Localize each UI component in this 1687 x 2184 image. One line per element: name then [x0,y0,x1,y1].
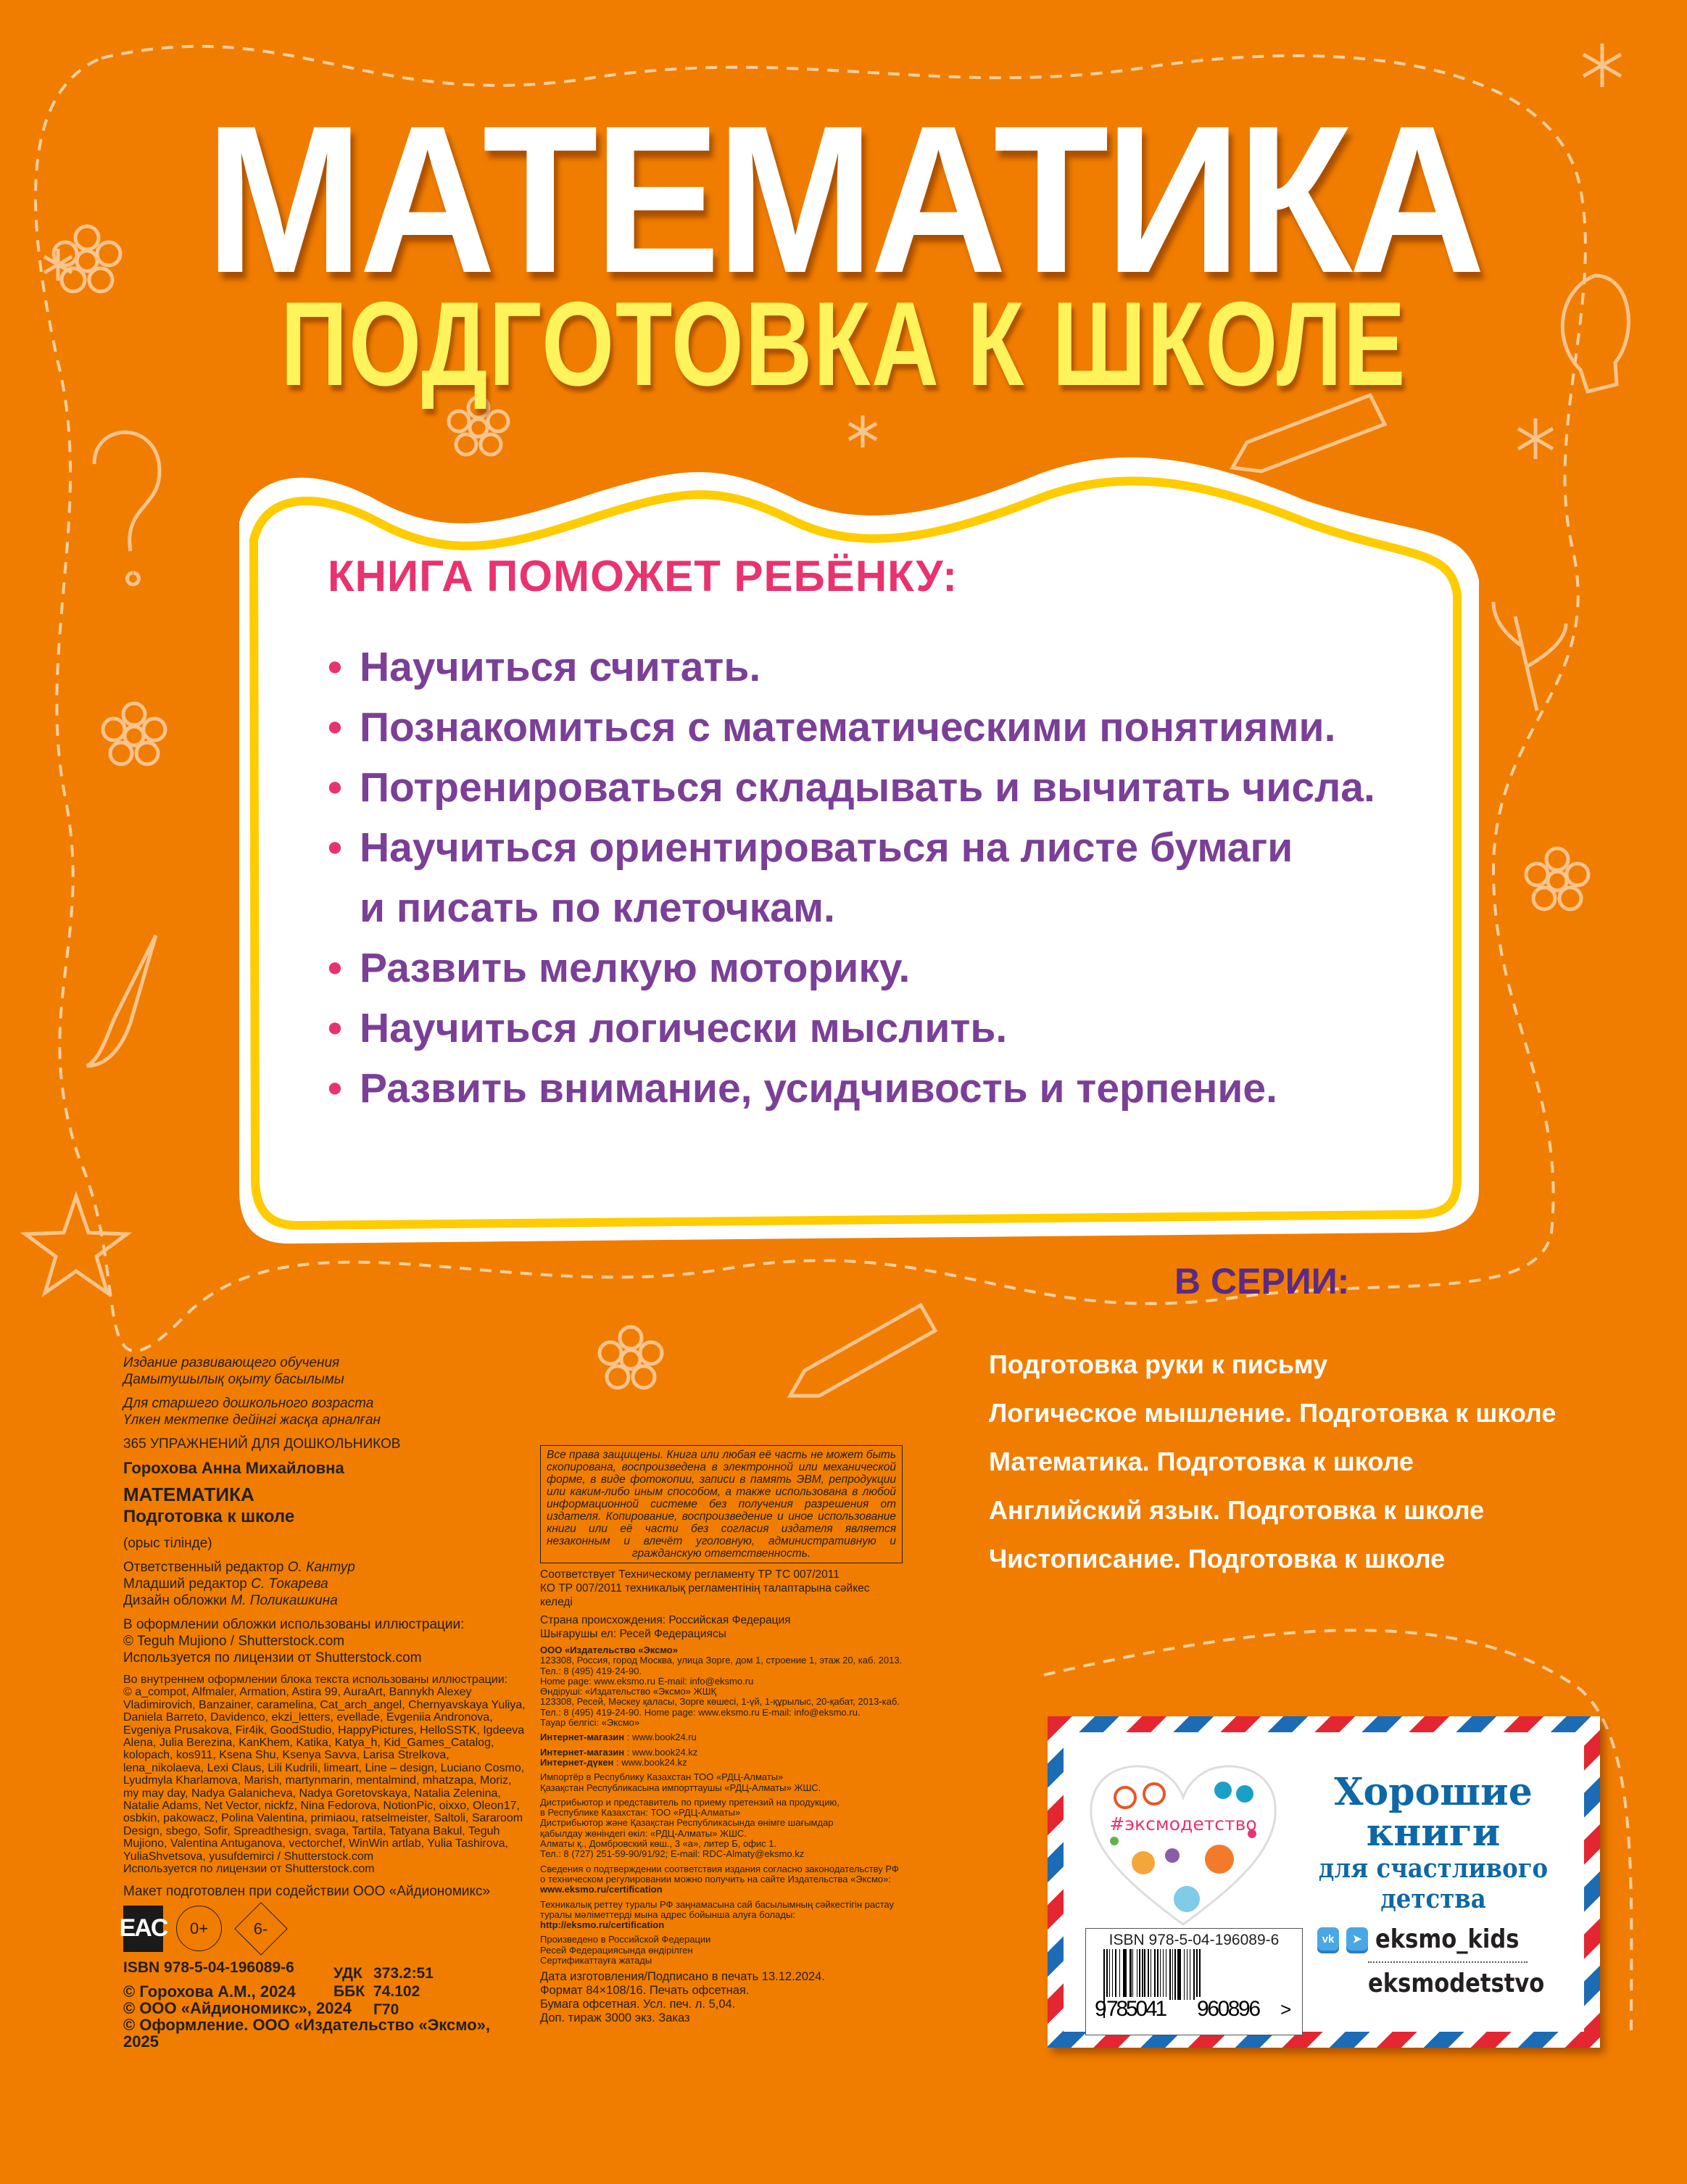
classification-codes [332,1964,442,2019]
social-links [1317,1921,1571,1998]
distributor-line: Алматы қ., Домбровский көш., 3 «а», литер Б, офис 1. [540,1838,777,1850]
barcode-digits-left: 785041 [1106,1997,1167,2018]
benefit-item [328,998,1459,1059]
social-handle-eksmo-kids[interactable]: eksmo_kids [1375,1924,1520,1954]
isbn-barcode [1085,1928,1303,2035]
barcode-bar [1184,1949,1185,2000]
importer-line: Импортёр в Республику Казахстан ТОО «РДЦ-Алматы» [540,1771,784,1783]
produced-line: Произведено в Российской Федерации [540,1934,711,1945]
slogan-line: книги [1366,1811,1501,1855]
barcode-isbn-text: ISBN 978-5-04-196089-6 [1108,1932,1280,1948]
barcode-bar [1163,1949,1164,2000]
series-item: Подготовка руки к письму [989,1349,1328,1379]
flower-icon [103,703,165,764]
isbn: ISBN 978-5-04-196089-6 [123,1958,294,1976]
vk-icon[interactable]: vk [1317,1927,1339,1951]
distributor-line: в Республике Казахстан: ТОО «РДЦ-Алматы» [540,1807,741,1819]
inner-license: Используется по лицензии от Shutterstock.com [123,1863,375,1876]
cert-kz-line: Техникалық реттеу туралы РФ заңнамасына сай басылымның сәйкестігін растау [540,1898,894,1910]
eac-mark-icon: EAC [123,1906,163,1952]
barcode-bar [1112,1949,1113,2000]
telegram-icon[interactable]: ➤ [1346,1927,1368,1951]
paintbrush-icon [87,935,156,1066]
credit-name: С. Токарева [251,1576,328,1592]
barcode-bar [1119,1949,1120,2000]
publisher-line: 123308, Ресей, Мәскеу қаласы, Зорге көшесі, 1-үй, 1-құрылыс, 20-қабат, 2013-каб. [540,1696,900,1708]
barcode-bar [1123,1949,1125,2000]
shop-label: Интернет-магазин [540,1746,625,1758]
credit-name: М. Поликашкина [231,1593,338,1608]
barcode-bar [1129,1949,1132,2000]
credit-line [123,1576,529,1592]
sparkle-icon [849,415,876,447]
flower-icon [1526,848,1588,909]
cert-ru-url: www.eksmo.ru/certification [540,1884,663,1895]
series-item: Английский язык. Подготовка к школе [989,1495,1485,1525]
publisher-line: Тел.: 8 (495) 419-24-90. Home page: www.eksmo.ru E-mail: info@eksmo.ru. [540,1706,861,1718]
sparkle-icon [1518,418,1553,459]
print-data-line: Дата изготовления/Подписано в печать 13.12.2024. [540,1970,825,1984]
inner-illustrations-heading: Во внутреннем оформлении блока текста использованы иллюстрации: [123,1674,508,1686]
benefit-text: Научиться считать. [360,644,761,690]
book-title: МАТЕМАТИКА [123,1484,254,1505]
publisher-line: Өндіруші: «Издательство «Эксмо» ЖШҚ [540,1686,717,1697]
age-ru: Для старшего дошкольного возраста [123,1396,374,1411]
udk-value: 373.2:51 [373,1965,434,1982]
series-list [989,1340,1556,1583]
cert-kz-line: туралы мәліметтерді мына адрес бойынша алуға болады: [540,1908,795,1920]
bullet-mark: • [328,824,342,871]
inner-illustrations-credits: © a_compot, Alfmaler, Armation, Astira 99, AuraArt, Bannykh Alexey Vladimirovich, Banzainer, caramelina, Cat_arch_angel, Chernyavskaya Yuliya, Daniela Barreto, Davidenco, ekzi_letters, evellade, Evgeniia Andronova, Evgeniya Prusakova, Fir4ik, GoodStudio, HappyPictures, HelloSSTK, Igdeeva Alena, Julia Berezina, KanKhem, Katika, Katya_h, Kid_Games_Catalog, kolopach, kos911, Ksena Shu, Ksenya Savva, Larisa Strelkova, lena_nikolaeva, Lexi Claus, Lili Kudrili, limeart, Line – design, Luciano Cosmo, Lyudmyla Kharlamova, Marish, martynmarin, mentalmind, mhatzapa, Moriz, my may day, Nadya Galanicheva, Nadya Goretovskaya, Natalia Zelenina, Natalie Adams, Net Vector, nickfz, Nina Fedorova, NotionPic, oixxo, Oleon17, osbkin, pakowacz, Polina Valentina, primiaou, ratselmeister, Saltoli, Sararoom Design, sbego, Sofir, Spreadthesign, svaga, Tartila, Tatyana Bakul, Teguh Mujiono, Valentina Antuganova, vectorchef, WinWin artlab, Yulia Tashirova, YuliaShvetsova, yusufdemirci / Shutterstock.com [123,1686,526,1863]
slogan-line: детства [1380,1884,1486,1914]
barcode-bar [1139,1949,1140,2000]
cert-ru-line: Сведения о подтверждении соответствия издания согласно законодательству РФ [540,1863,899,1874]
print-data-line: Доп. тираж 3000 экз. Заказ [540,2011,690,2025]
copyright-line: © ООО «Айдиономикс», 2024 [123,1998,352,2017]
slogan-line: для счастливого [1318,1853,1549,1884]
publisher-line: Тел.: 8 (495) 419-24-90. [540,1665,642,1676]
dotted-divider [1368,1961,1528,1963]
tech-reg-ru: Соответствует Техническому регламенту ТР ТС 007/2011 [540,1568,840,1581]
language-note: (орыс тілінде) [123,1536,212,1551]
credit-line [123,1592,529,1609]
bullet-mark: • [328,1005,342,1051]
benefit-text: Научиться логически мыслить. [360,1005,1008,1051]
series-title: В СЕРИИ: [1174,1261,1350,1302]
star-icon [25,1196,127,1293]
print-data-line: Бумага офсетная. Усл. печ. л. 5,04. [540,1998,736,2011]
importer-line: Қазақстан Республикасына импорттаушы «РДЦ-Алматы» ЖШС. [540,1782,821,1793]
bbk-value: 74.102 [373,1983,420,2000]
slogan-line: Хорошие [1334,1770,1533,1814]
shop-url: : www.book24.ru [624,1732,697,1743]
series-item: Математика. Подготовка к школе [989,1447,1414,1476]
udk-label: УДК [333,1965,362,1982]
publisher-line: Тауар белгісі: «Эксмо» [540,1717,640,1729]
slogan [1296,1772,1571,1914]
bullet-mark: • [328,644,342,690]
shop-label: Интернет-магазин [540,1732,625,1743]
benefit-item [328,938,1459,998]
distributor-line: Дистрибьютор и представитель по приему претензий на продукцию, [540,1796,840,1808]
print-data-line: Формат 84×108/16. Печать офсетная. [540,1984,750,1998]
produced-line: Сертификаттауға жатады [540,1955,652,1966]
shop-url: : www.book24.kz [613,1756,687,1768]
benefit-text-continuation: и писать по клеточкам. [360,885,835,931]
copyright-line: © Горохова А.М., 2024 [123,1982,296,2001]
origin-ru: Страна происхождения: Российская Федерация [540,1614,791,1626]
cover-illustrations-line: Используется по лицензии от Shutterstock.com [123,1650,422,1666]
question-mark-icon [94,432,159,584]
benefit-text: Познакомиться с математическими понятиями. [360,704,1336,750]
barcode-bar [1169,1949,1171,2000]
imprint-left [119,1354,529,2051]
barcode-bar [1148,1949,1149,2000]
series-item: Логическое мышление. Подготовка к школе [989,1398,1557,1428]
credit-role: Младший редактор [123,1576,252,1592]
bullet-mark: • [328,945,342,991]
barcode-bar [1172,1949,1173,2000]
cover-subtitle: ПОДГОТОВКА К ШКОЛЕ [280,277,1407,410]
social-handle-eksmodetstvo[interactable]: eksmodetstvo [1368,1969,1545,1998]
book-subtitle: Подготовка к школе [123,1507,295,1526]
cover-title: МАТЕМАТИКА [205,82,1482,317]
barcode-bar [1160,1949,1161,2000]
barcode-bar [1142,1949,1143,2000]
barcode [1095,1949,1293,2018]
barcode-digit-first: 9 [1095,1997,1107,2018]
shop-url: : www.book24.kz [624,1746,698,1758]
barcode-bar [1174,1949,1176,2000]
cert-ru-line: о техническом регулировании можно получить на сайте Издательства «Эксмо»: [540,1873,892,1885]
tech-reg-kz: КО ТР 007/2011 техникалық регламентінің талаптарына сәйкес келеді [540,1582,870,1608]
cover-subtitle-wrap [0,277,1687,410]
distributor-line: Дистрибьютор және Қазақстан Республикасында өнімге шағымдар [540,1817,834,1829]
copyright-line: © Оформление. ООО «Издательство «Эксмо», 2025 [123,2015,490,2051]
sparkle-icon [1583,44,1621,87]
info-card [328,551,1459,1119]
certification-marks [119,1906,529,1952]
produced-line: Ресей Федерациясында өндірілген [540,1944,693,1956]
barcode-bar [1180,1949,1181,2000]
barcode-end-mark: > [1280,1998,1292,2018]
cover-illustrations-line: © Teguh Mujiono / Shutterstock.com [123,1634,345,1649]
age-rating-0-plus: 0+ [176,1906,222,1951]
pencil-icon [790,1305,935,1396]
edition-type-kz: Дамытушылық оқыту басылымы [123,1372,344,1387]
publisher-line: 123308, Россия, город Москва, улица Зорге, дом 1, строение 1, этаж 20, каб. 2013. [540,1655,903,1666]
envelope-inner [1064,1732,1584,2032]
age-rating-6-minus [234,1902,288,1956]
benefit-text: Потренироваться складывать и вычитать числа. [360,764,1375,811]
rights-notice: Все права защищены. Книга или любая её часть не может быть скопирована, воспроизведена в электронной или механической форме, в виде фотокопии, записи в память ЭВМ, репродукции или каким-либо иным способом, а также использована в любой информационной системе без получения разрешения от издателя. Копирование, воспроизведение и иное использование книги или её части без согласия издателя является незаконным и влечёт уголовную, административную и гражданскую ответственность. [540,1445,903,1563]
edition-type-ru: Издание развивающего обучения [123,1355,340,1370]
author-code: Г70 [373,2001,399,2018]
distributor-line: Тел.: 8 (727) 251-59-90/91/92; E-mail: RDC-Almaty@eksmo.kz [540,1848,805,1860]
benefit-item [328,758,1459,818]
publisher-line: Home page: www.eksmo.ru E-mail: info@eksmo.ru [540,1675,754,1687]
barcode-bar [1144,1949,1145,2000]
series-line: 365 УПРАЖНЕНИЙ ДЛЯ ДОШКОЛЬНИКОВ [123,1436,401,1452]
age-rating-6-label: 6- [254,1919,268,1937]
barcode-bar [1125,1949,1127,2000]
credit-name: О. Кантур [287,1560,355,1575]
benefit-item [328,818,1459,878]
benefit-item [328,637,1459,698]
heart-hashtag: #эксмодетство [1109,1813,1257,1835]
benefit-item [328,698,1459,758]
age-kz: Үлкен мектепке дейінгі жасқа арналған [123,1412,381,1428]
card-heading: КНИГА ПОМОЖЕТ РЕБЁНКУ: [328,552,958,600]
bullet-mark: • [328,1065,342,1112]
benefit-item [328,1059,1459,1119]
eksmodetstvo-heart-logo [1085,1761,1281,1928]
publisher-name: ООО «Издательство «Эксмо» [540,1645,678,1655]
leaf-branch-icon [1493,602,1566,711]
flower-icon [600,1327,662,1388]
shop-label: Интернет-дүкен [540,1756,614,1768]
bbk-label: ББК [333,1983,365,2000]
barcode-bar [1132,1949,1133,2000]
series-item: Чистописание. Подготовка к школе [989,1544,1446,1573]
credit-role: Дизайн обложки [123,1593,231,1608]
bullet-mark: • [328,764,342,811]
barcode-bar [1177,1949,1180,2000]
credit-role: Ответственный редактор [123,1560,288,1575]
cover-illustrations-line: В оформлении обложки использованы иллюстрации: [123,1617,465,1632]
author-name: Горохова Анна Михайловна [123,1459,344,1477]
bullet-mark: • [328,704,342,750]
distributor-line: қабылдау жөніндегі өкіл: «РДЦ-Алматы» ЖШС. [540,1827,747,1839]
cert-kz-url: http://eksmo.ru/certification [540,1919,665,1931]
barcode-bar [1193,1949,1195,2000]
benefit-text: Научиться ориентироваться на листе бумаги [360,824,1293,871]
layout-note: Макет подготовлен при содействии ООО «Айдиономикс» [123,1883,491,1899]
barcode-digits-right: 960896 [1197,1997,1261,2018]
barcode-bar [1115,1949,1116,2000]
barcode-bar [1109,1949,1110,2000]
origin-kz: Шығарушы ел: Ресей Федерациясы [540,1628,726,1640]
credit-line [123,1559,529,1576]
airmail-envelope-sticker [1048,1716,1600,2048]
benefit-text: Развить мелкую моторику. [360,945,911,991]
imprint-middle [540,1445,903,2025]
benefit-text: Развить внимание, усидчивость и терпение. [360,1065,1277,1112]
